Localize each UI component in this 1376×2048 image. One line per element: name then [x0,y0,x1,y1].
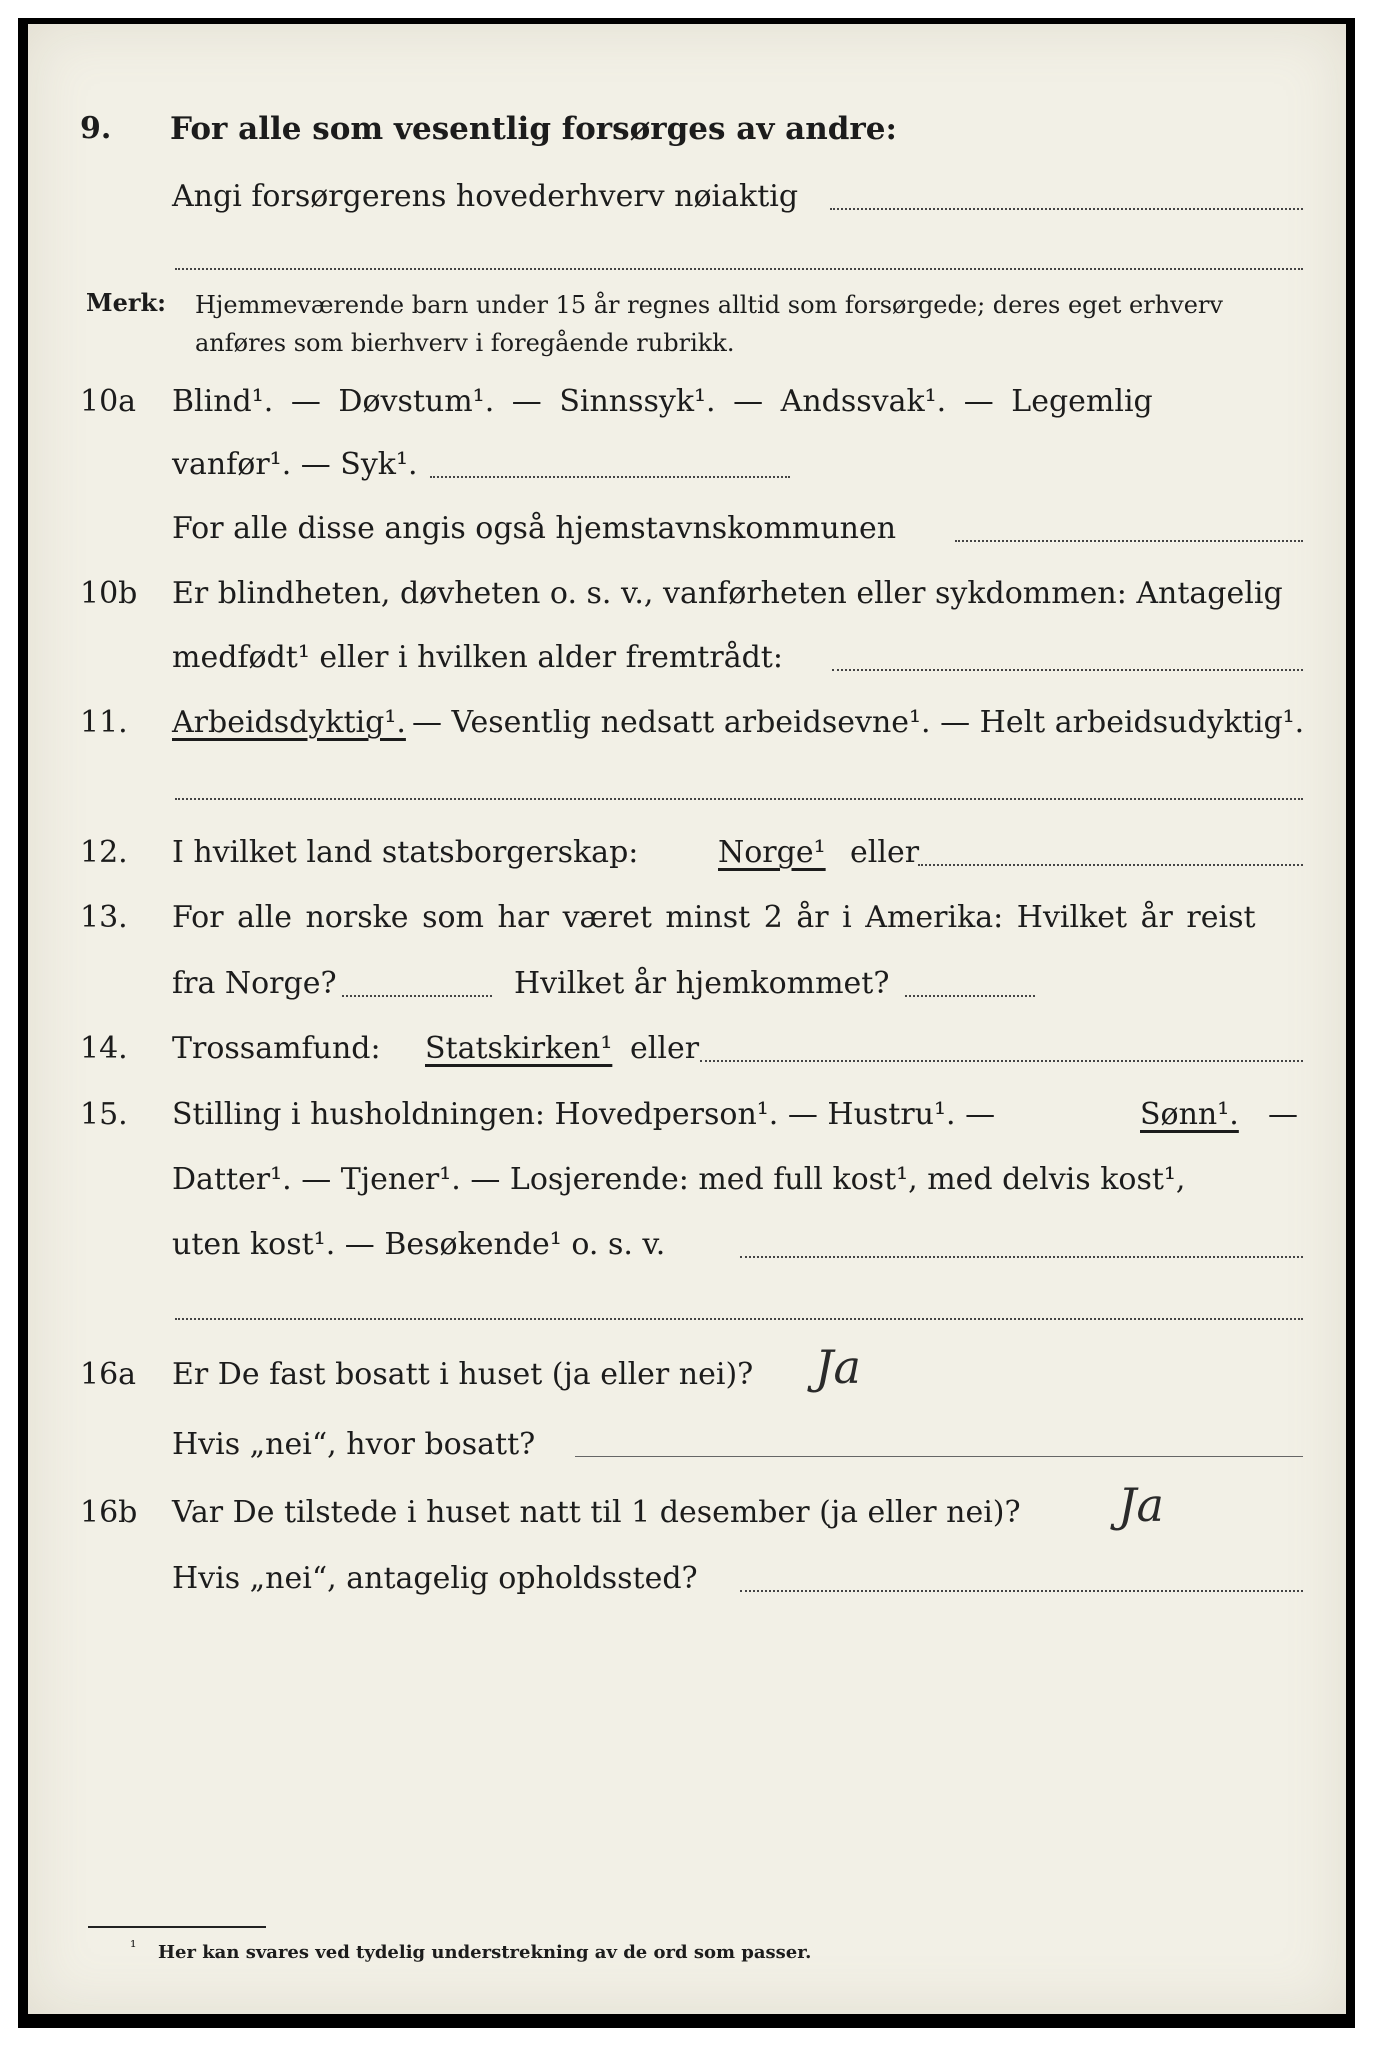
q10b-answer-line[interactable] [832,669,1303,671]
q15-dash: — [1268,1097,1298,1132]
q11-options-rest: — Vesentlig nedsatt arbeidsevne¹. — Helt arbeidsudyktig¹. [412,705,1305,740]
q14-answer-line[interactable] [700,1060,1303,1062]
q14-number: 14. [80,1031,128,1066]
q10a-line-2: vanfør¹. — Syk¹. [172,447,418,482]
q15-line-3: uten kost¹. — Besøkende¹ o. s. v. [172,1227,666,1262]
q11-option-arbeidsdyktig: Arbeidsdyktig¹. [172,705,406,740]
q13-hjemkommet-line[interactable] [905,995,1035,997]
q15-option-sonn: Sønn¹. [1140,1097,1239,1132]
q16a-question: Er De fast bosatt i huset (ja eller nei)? [172,1357,754,1392]
q12-option-norge: Norge¹ [718,835,826,870]
q16b-number: 16b [80,1495,138,1530]
merk-line-2: anføres som bierhverv i foregående rubrikk. [195,329,735,357]
q9-prompt: Angi forsørgerens hovederhverv nøiaktig [172,179,799,214]
q10a-number: 10a [80,384,137,419]
footnote-mark: ¹ [130,1937,137,1956]
q16a-answer-line[interactable] [575,1456,1303,1457]
merk-line-1: Hjemmeværende barn under 15 år regnes alltid som forsørgede; deres eget erhverv [195,291,1223,319]
q9-answer-line[interactable] [830,208,1303,210]
q16b-answer-line[interactable] [740,1590,1303,1592]
q14-option-statskirken: Statskirken¹ [425,1031,613,1066]
q9-title: For alle som vesentlig forsørges av andre: [170,111,897,147]
q16b-followup: Hvis „nei“, antagelig opholdssted? [172,1561,698,1596]
q12-number: 12. [80,835,128,870]
q10a-line-1: Blind¹. — Døvstum¹. — Sinnssyk¹. — Andssvak¹. — Legemlig [172,384,1153,419]
q13-line-1: For alle norske som har været minst 2 år i Amerika: Hvilket år reist [172,900,1256,935]
q11-answer-line[interactable] [175,798,1303,800]
q14-prompt: Trossamfund: [172,1031,381,1066]
q15-line-2: Datter¹. — Tjener¹. — Losjerende: med full kost¹, med delvis kost¹, [172,1162,1186,1197]
merk-label: Merk: [86,288,166,317]
q16a-handwritten-answer: Ja [815,1340,861,1394]
q13-reist-line[interactable] [342,995,492,997]
q16b-question: Var De tilstede i huset natt til 1 desember (ja eller nei)? [172,1495,1021,1530]
q9-number: 9. [80,111,112,146]
q13-number: 13. [80,900,128,935]
q10b-number: 10b [80,576,138,611]
q10a-hometown-line[interactable] [955,540,1303,542]
q16b-handwritten-answer: Ja [1118,1478,1164,1532]
q12-answer-line[interactable] [918,864,1303,866]
q9-answer-line-2[interactable] [175,268,1303,270]
q14-eller: eller [630,1031,700,1066]
footnote-text: Her kan svares ved tydelig understrekning av de ord som passer. [158,1942,812,1963]
q16a-number: 16a [80,1357,137,1392]
q15-answer-line-2[interactable] [175,1318,1303,1320]
q16a-followup: Hvis „nei“, hvor bosatt? [172,1427,536,1462]
q10b-line-2: medfødt¹ eller i hvilken alder fremtrådt: [172,640,783,675]
footnote-rule [88,1926,266,1928]
q15-line-1: Stilling i husholdningen: Hovedperson¹. — Hustru¹. — [172,1097,996,1132]
q12-prompt: I hvilket land statsborgerskap: [172,835,639,870]
q11-number: 11. [80,705,128,740]
q10b-line-1: Er blindheten, døvheten o. s. v., vanførheten eller sykdommen: Antagelig [172,576,1283,611]
q12-eller: eller [850,835,920,870]
q10a-answer-line[interactable] [430,476,790,478]
q13-reist-label: fra Norge? [172,966,337,1001]
q10a-line-3: For alle disse angis også hjemstavnskommunen [172,511,897,546]
q15-number: 15. [80,1097,128,1132]
q13-hjemkommet-label: Hvilket år hjemkommet? [514,966,890,1001]
q15-answer-line[interactable] [740,1256,1303,1258]
